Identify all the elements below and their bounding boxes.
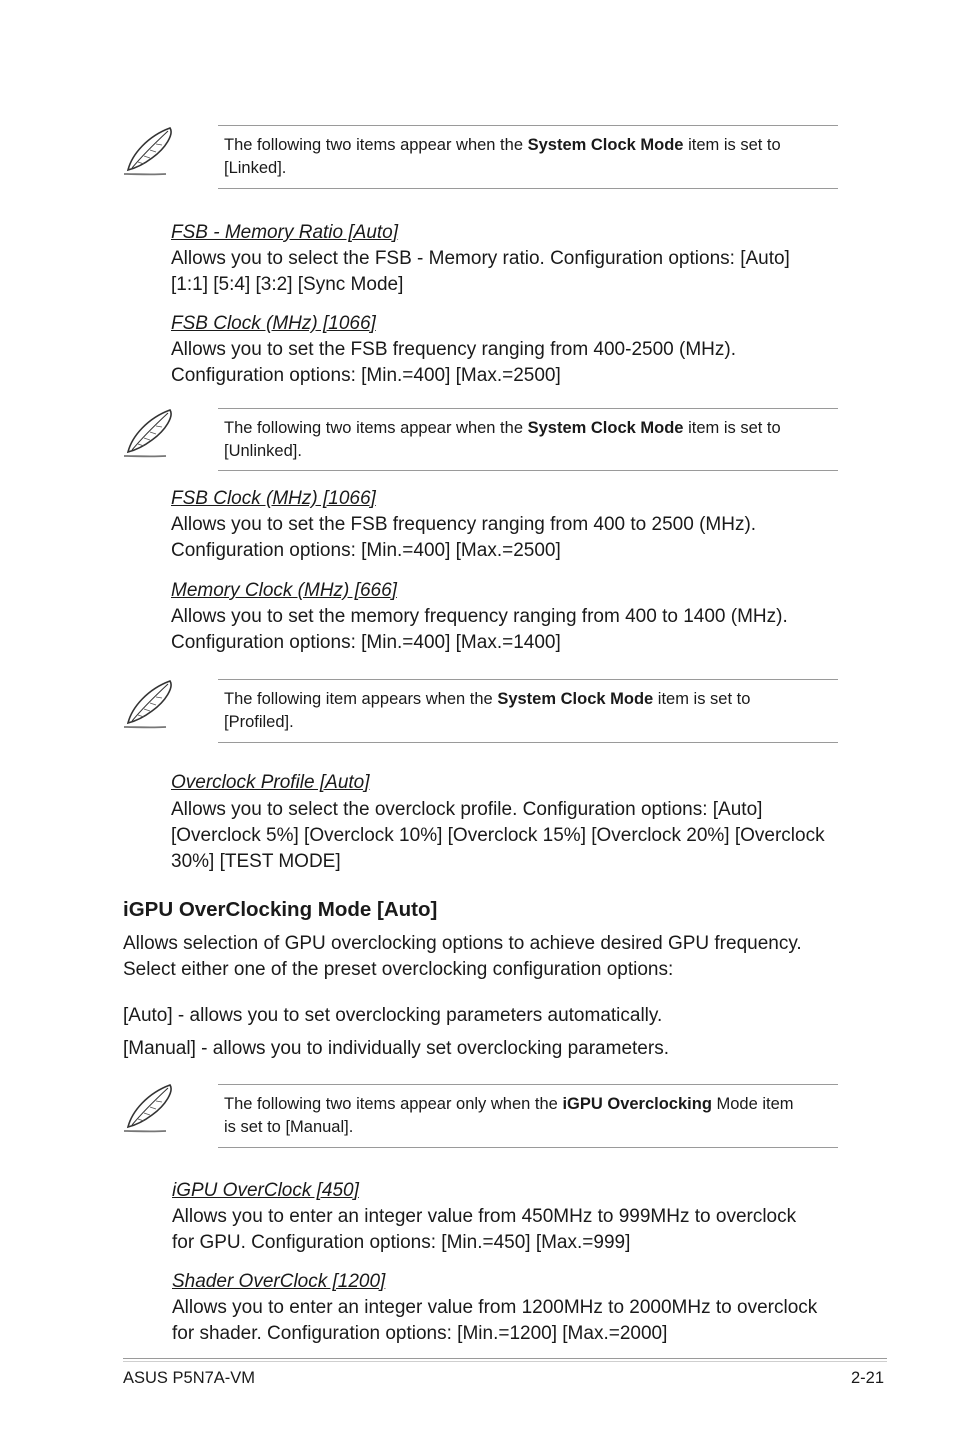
note-igpu-manual (218, 1084, 838, 1148)
note-text: The following two items appear when the (224, 419, 528, 437)
item-title-memory-clock: Memory Clock (MHz) [666] (171, 580, 397, 601)
description-line: Allows you to set the FSB frequency ranging from 400 to 2500 (MHz). (171, 514, 757, 535)
note-text: The following item appears when the (224, 690, 498, 708)
item-description (172, 1204, 852, 1256)
item-description (171, 604, 851, 656)
note-text: The following two items appear when the (224, 136, 528, 154)
note-text: item is set to (683, 419, 781, 437)
description-line: Configuration options: [Min.=400] [Max.=2500] (171, 365, 561, 386)
description-line: Allows you to enter an integer value from 1200MHz to 2000MHz to overclock (172, 1297, 818, 1318)
pen-note-icon (122, 677, 178, 733)
note-text: Mode item (711, 1095, 794, 1113)
note-profiled (218, 679, 838, 743)
description-line: Allows you to enter an integer value from 450MHz to 999MHz to overclock (172, 1206, 797, 1227)
item-description (172, 1295, 852, 1347)
description-line: Allows you to select the overclock profile. Configuration options: [Auto] (171, 799, 763, 820)
note-linked (218, 125, 838, 189)
note-bold-term: System Clock Mode (527, 419, 684, 437)
item-description (171, 246, 851, 298)
page-number: 2-21 (851, 1369, 885, 1387)
item-title-igpu-overclock: iGPU OverClock [450] (172, 1180, 359, 1201)
option-auto: [Auto] - allows you to set overclocking parameters automatically. (123, 1005, 663, 1026)
description-line: Configuration options: [Min.=400] [Max.=2500] (171, 540, 561, 561)
note-text: item is set to (653, 690, 751, 708)
note-text: [Profiled]. (224, 713, 294, 731)
option-manual: [Manual] - allows you to individually set overclocking parameters. (123, 1038, 669, 1059)
item-title-fsb-clock: FSB Clock (MHz) [1066] (171, 313, 376, 334)
intro-line: Select either one of the preset overclocking configuration options: (123, 959, 674, 980)
note-bold-term: iGPU Overclocking (562, 1095, 712, 1113)
section-intro (123, 931, 843, 983)
item-title-fsb-clock: FSB Clock (MHz) [1066] (171, 488, 376, 509)
item-title-overclock-profile: Overclock Profile [Auto] (171, 772, 370, 793)
note-text: [Unlinked]. (224, 442, 302, 460)
description-line: for shader. Configuration options: [Min.=1200] [Max.=2000] (172, 1323, 668, 1344)
description-line: [1:1] [5:4] [3:2] [Sync Mode] (171, 274, 404, 295)
note-text: item is set to (683, 136, 781, 154)
note-bold-term: System Clock Mode (497, 690, 654, 708)
note-text: is set to [Manual]. (224, 1118, 354, 1136)
pen-note-icon (122, 124, 178, 180)
intro-line: Allows selection of GPU overclocking options to achieve desired GPU frequency. (123, 933, 802, 954)
description-line: 30%] [TEST MODE] (171, 851, 341, 872)
item-description (171, 337, 851, 389)
item-title-shader-overclock: Shader OverClock [1200] (172, 1271, 386, 1292)
footer-model: ASUS P5N7A-VM (123, 1369, 256, 1387)
note-text: [Linked]. (224, 159, 287, 177)
section-heading: iGPU OverClocking Mode [Auto] (123, 898, 438, 921)
pen-note-icon (122, 1081, 178, 1137)
description-line: Configuration options: [Min.=400] [Max.=1400] (171, 632, 561, 653)
note-text: The following two items appear only when the (224, 1095, 563, 1113)
description-line: Allows you to set the memory frequency ranging from 400 to 1400 (MHz). (171, 606, 788, 627)
note-unlinked (218, 408, 838, 471)
footer-rule (123, 1358, 887, 1362)
note-bold-term: System Clock Mode (527, 136, 684, 154)
description-line: Allows you to set the FSB frequency ranging from 400-2500 (MHz). (171, 339, 736, 360)
item-title-fsb-memory-ratio: FSB - Memory Ratio [Auto] (171, 222, 399, 243)
description-line: for GPU. Configuration options: [Min.=450] [Max.=999] (172, 1232, 631, 1253)
description-line: [Overclock 5%] [Overclock 10%] [Overclock 15%] [Overclock 20%] [Overclock (171, 825, 825, 846)
item-description (171, 797, 851, 875)
pen-note-icon (122, 406, 178, 462)
item-description (171, 512, 851, 564)
description-line: Allows you to select the FSB - Memory ratio. Configuration options: [Auto] (171, 248, 790, 269)
